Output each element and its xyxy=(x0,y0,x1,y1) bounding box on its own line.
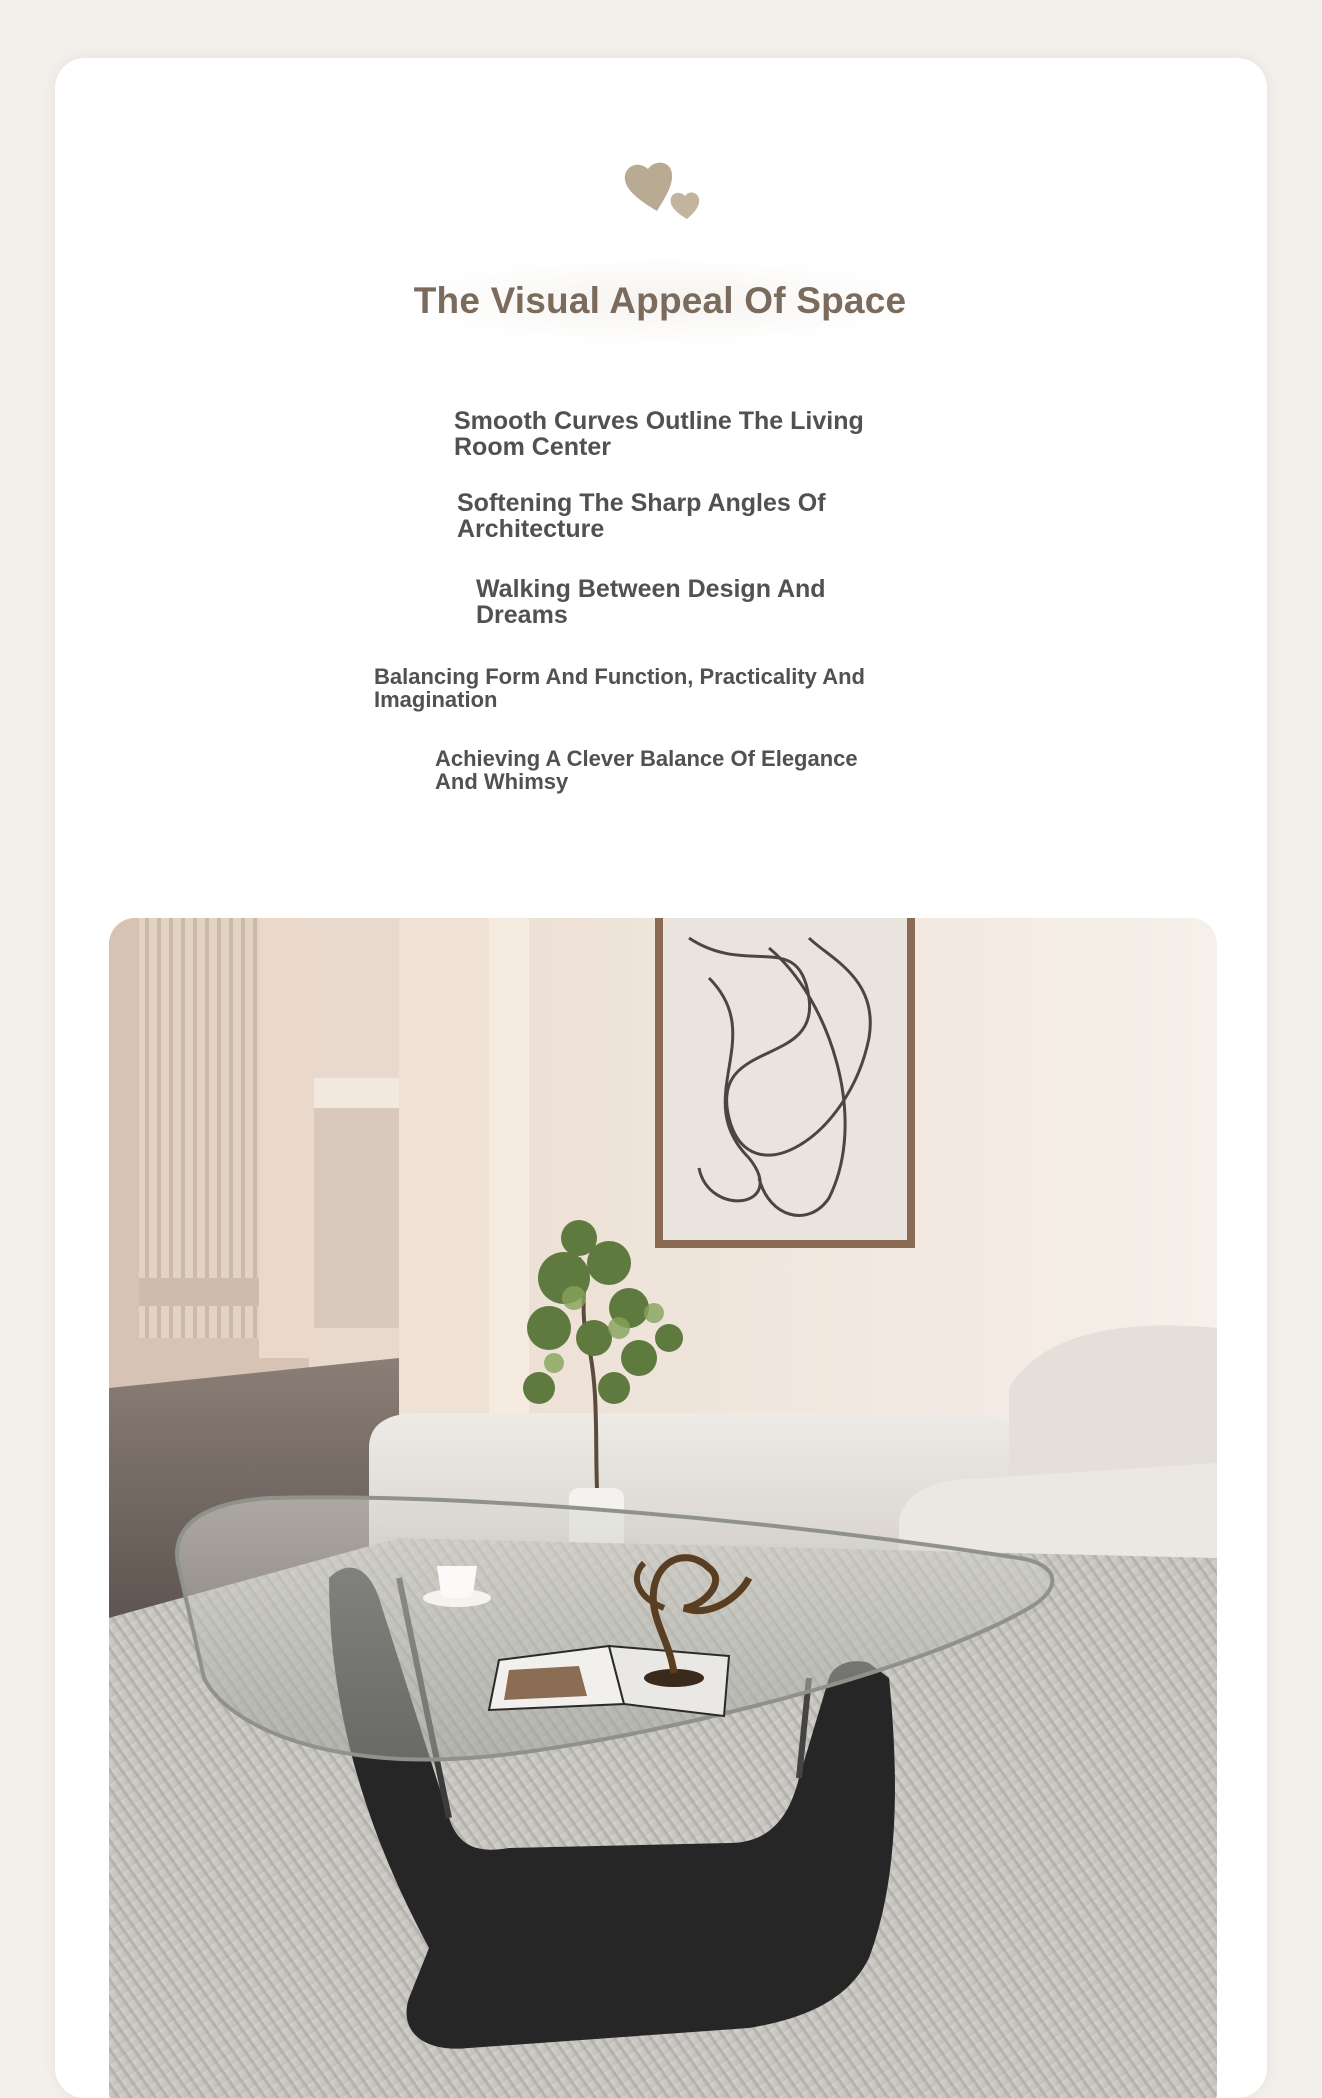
living-room-photo xyxy=(109,918,1217,2098)
tagline-5: Achieving A Clever Balance Of Elegance And Whimsy xyxy=(435,746,858,795)
tagline-1: Smooth Curves Outline The Living Room Center xyxy=(454,407,864,462)
hearts-icon xyxy=(615,153,715,223)
page-title: The Visual Appeal Of Space xyxy=(413,280,907,321)
tagline-3: Walking Between Design And Dreams xyxy=(476,575,826,630)
title-banner xyxy=(410,258,910,344)
content-card xyxy=(55,58,1267,2098)
tagline-4: Balancing Form And Function, Practicality And Imagination xyxy=(374,664,865,713)
tagline-2: Softening The Sharp Angles Of Architecture xyxy=(457,489,826,544)
